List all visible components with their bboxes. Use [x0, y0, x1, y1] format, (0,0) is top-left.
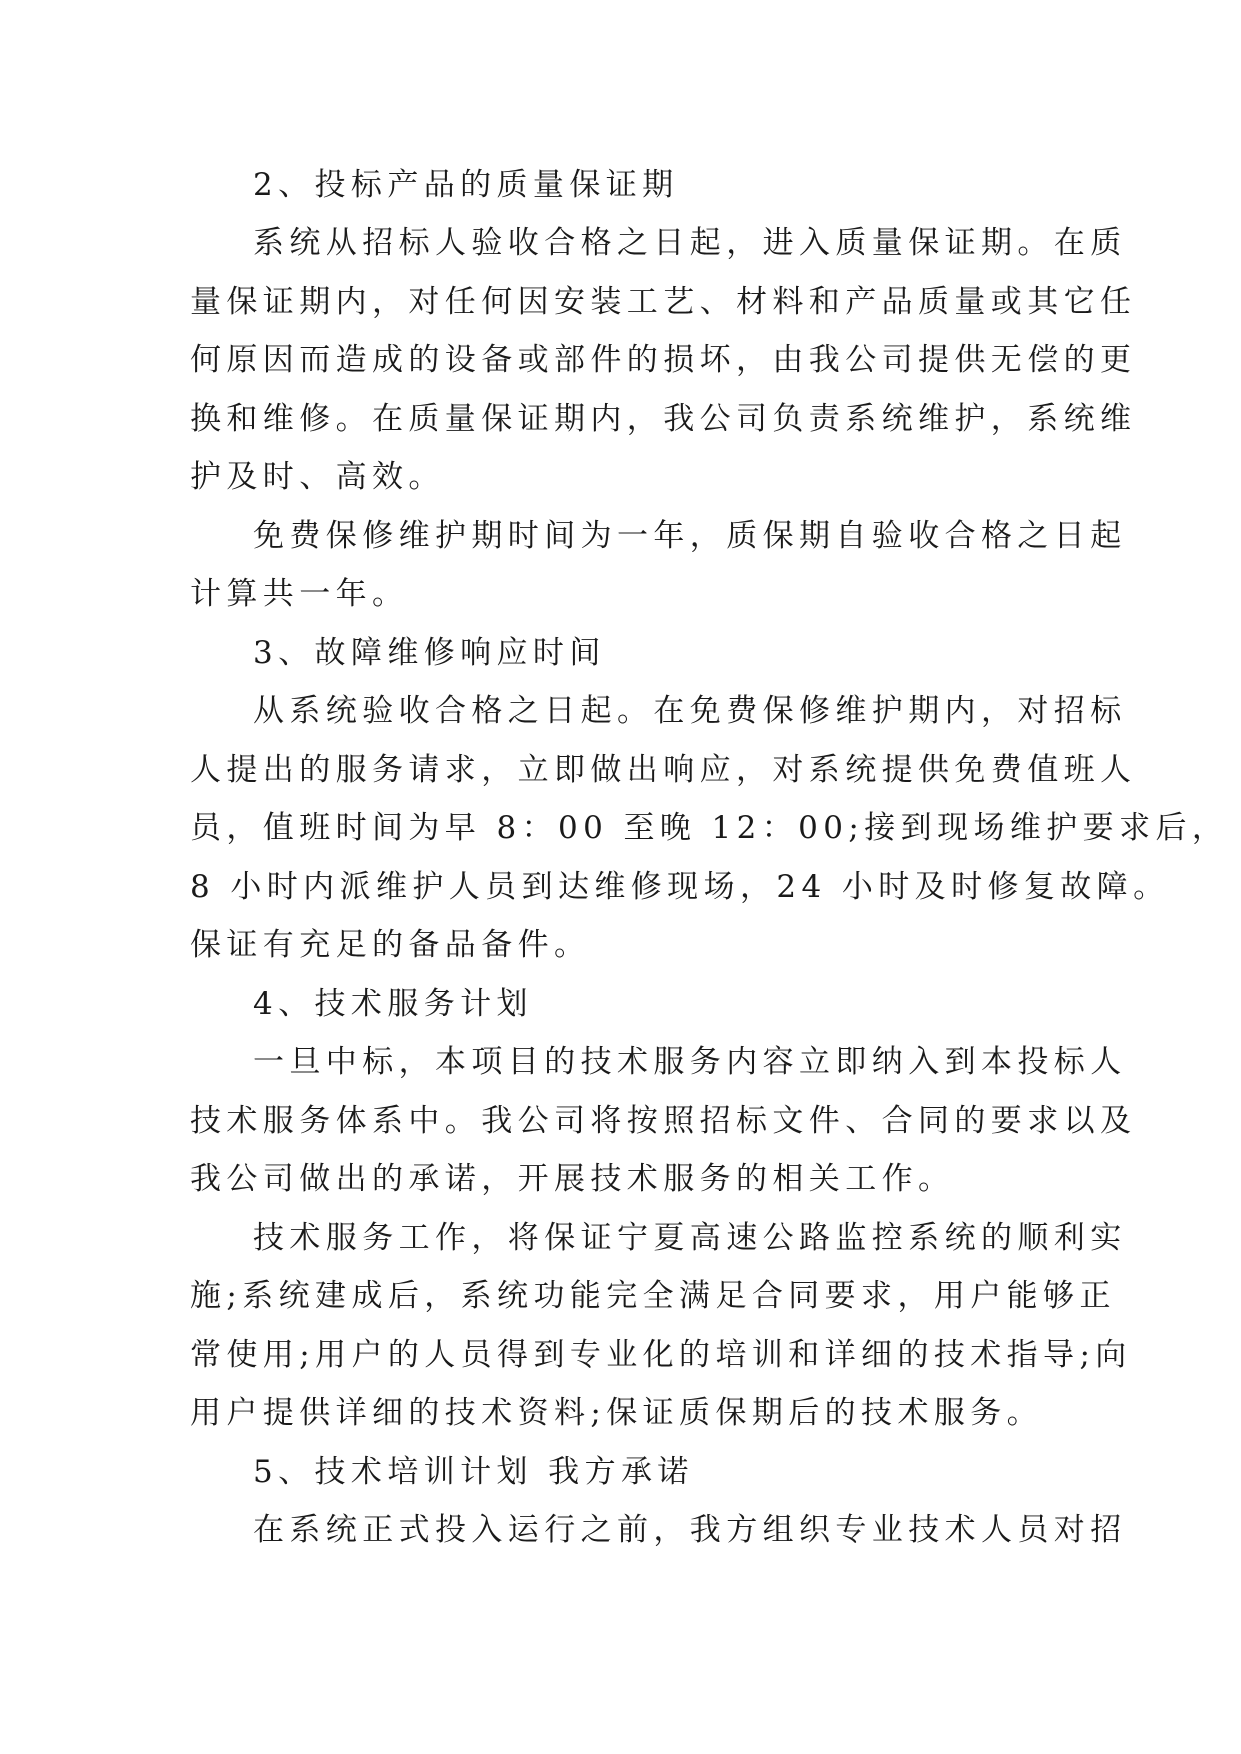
paragraph-line: 护及时、高效。	[190, 459, 445, 495]
paragraph-line: 计算共一年。	[190, 576, 409, 612]
paragraph-line: 从系统验收合格之日起。在免费保修维护期内，对招标	[253, 693, 1127, 729]
paragraph-line: 技术服务体系中。我公司将按照招标文件、合同的要求以及	[190, 1103, 1137, 1139]
paragraph-line: 人提出的服务请求，立即做出响应，对系统提供免费值班人	[190, 752, 1137, 788]
paragraph-line: 换和维修。在质量保证期内，我公司负责系统维护，系统维	[190, 401, 1137, 437]
section-heading-tech-service-plan: 4、技术服务计划	[253, 986, 533, 1022]
paragraph-line: 保证有充足的备品备件。	[190, 927, 591, 963]
paragraph-line: 一旦中标，本项目的技术服务内容立即纳入到本投标人	[253, 1044, 1127, 1080]
paragraph-line: 在系统正式投入运行之前，我方组织专业技术人员对招	[253, 1512, 1127, 1548]
section-heading-training-plan: 5、技术培训计划 我方承诺	[253, 1454, 694, 1490]
paragraph-line: 施;系统建成后，系统功能完全满足合同要求，用户能够正	[190, 1278, 1116, 1314]
paragraph-line: 技术服务工作，将保证宁夏高速公路监控系统的顺利实	[253, 1220, 1127, 1256]
paragraph-line: 员，值班时间为早 8：00 至晚 12：00;接到现场维护要求后，	[190, 810, 1229, 846]
paragraph-line: 我公司做出的承诺，开展技术服务的相关工作。	[190, 1161, 955, 1197]
section-heading-quality-warranty: 2、投标产品的质量保证期	[253, 167, 679, 203]
paragraph-line: 何原因而造成的设备或部件的损坏，由我公司提供无偿的更	[190, 342, 1137, 378]
section-heading-fault-response: 3、故障维修响应时间	[253, 635, 606, 671]
paragraph-line: 常使用;用户的人员得到专业化的培训和详细的技术指导;向	[190, 1337, 1132, 1373]
paragraph-line: 量保证期内，对任何因安装工艺、材料和产品质量或其它任	[190, 284, 1137, 320]
paragraph-line: 8 小时内派维护人员到达维修现场，24 小时及时修复故障。	[190, 869, 1170, 905]
paragraph-line: 用户提供详细的技术资料;保证质保期后的技术服务。	[190, 1395, 1044, 1431]
paragraph-line: 免费保修维护期时间为一年，质保期自验收合格之日起	[253, 518, 1127, 554]
paragraph-line: 系统从招标人验收合格之日起，进入质量保证期。在质	[253, 225, 1127, 261]
